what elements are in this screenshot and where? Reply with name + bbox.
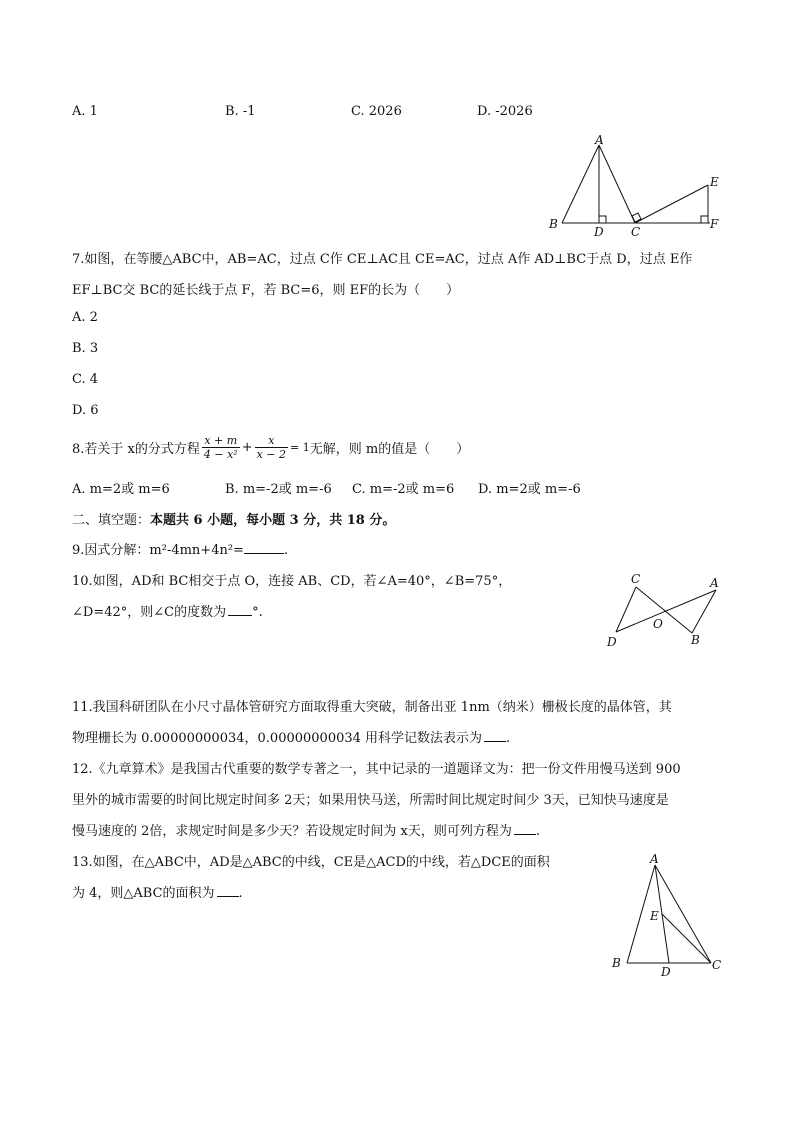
q6-option-d: D. -2026 (477, 104, 533, 119)
q9-stem: 9.因式分解：m²-4mn+4n²= . (72, 543, 289, 558)
line-ec (662, 914, 711, 963)
q10-figure (600, 570, 730, 652)
label-a: A (595, 133, 604, 147)
q7-option-b: B. 3 (72, 341, 99, 356)
q8-prefix: 8.若关于 x的分式方程 (72, 441, 200, 457)
q6-option-b: B. -1 (225, 104, 256, 119)
label-c: C (712, 958, 722, 972)
label-a: A (650, 852, 659, 866)
q11-stem-line1: 11.我国科研团队在小尺寸晶体管研究方面取得重大突破，制备出亚 1nm（纳米）栅极长度的晶体管，其 (72, 700, 672, 715)
q10-stem-line1: 10.如图，AD和 BC相交于点 O，连接 AB、CD，若∠A=40°，∠B=75°， (72, 574, 512, 589)
label-o: O (653, 617, 663, 631)
q11-answer-blank[interactable] (484, 729, 506, 742)
q7-figure (540, 132, 730, 242)
line-ac (599, 145, 635, 223)
right-angle-d (599, 216, 606, 223)
label-b: B (549, 217, 558, 231)
q10-stem-line2: ∠D=42°，则∠C的度数为 °. (72, 605, 263, 620)
label-b: B (612, 956, 621, 970)
q6-option-a: A. 1 (72, 104, 98, 119)
q12-stem-line3: 慢马速度的 2倍，求规定时间是多少天？若设规定时间为 x天，则可列方程为 . (72, 824, 541, 839)
label-c: C (631, 572, 641, 586)
q10-answer-blank[interactable] (228, 603, 252, 616)
q8-stem: 8.若关于 x的分式方程 $\frac{x + m}{\text{4 − x²}}$ + $\frac{x}{x - 2}$ = 1 无解，则 m的值是（ ） (72, 433, 470, 461)
line-ab (692, 590, 716, 633)
q8-fraction-2: $\frac{x}{x - 2}$ (256, 433, 287, 461)
label-c: C (631, 225, 641, 239)
q7-stem-line2: EF⊥BC交 BC的延长线于点 F，若 BC=6，则 EF的长为（ ） (72, 283, 460, 298)
q11-stem-line2: 物理栅长为 0.00000000034，0.00000000034 用科学记数法表示为 . (72, 731, 511, 746)
q7-option-c: C. 4 (72, 372, 99, 387)
q6-option-c: C. 2026 (351, 104, 402, 119)
q7-option-d: D. 6 (72, 403, 99, 418)
q12-stem-line2: 里外的城市需要的时间比规定时间多 2天；如果用快马送，所需时间比规定时间少 3天，已知快马速度是 (72, 793, 669, 808)
label-b: B (691, 633, 700, 647)
label-a: A (710, 576, 719, 590)
line-ab (562, 145, 599, 223)
line-ac (655, 865, 711, 963)
section-heading: 二、填空题：本题共 6 小题，每小题 3 分，共 18 分。 (72, 513, 396, 528)
line-cb (636, 587, 692, 633)
label-e: E (710, 175, 719, 189)
q8-suffix: 无解，则 m的值是（ ） (309, 441, 470, 457)
q8-option-a: A. m=2或 m=6 (72, 482, 170, 497)
label-f: F (710, 217, 719, 231)
label-e: E (650, 909, 659, 923)
label-d: D (661, 965, 671, 979)
q12-stem-line1: 12.《九章算术》是我国古代重要的数学专著之一，其中记录的一道题译文为：把一份文件用慢马送到 900 (72, 762, 681, 777)
right-angle-f (701, 216, 708, 223)
label-d: D (607, 635, 617, 649)
q7-option-a: A. 2 (72, 310, 98, 325)
q13-answer-blank[interactable] (217, 884, 239, 897)
q8-option-d: D. m=2或 m=-6 (478, 482, 581, 497)
q8-option-c: C. m=-2或 m=6 (352, 482, 455, 497)
q13-figure (604, 848, 734, 988)
q8-option-b: B. m=-2或 m=-6 (225, 482, 332, 497)
q12-answer-blank[interactable] (514, 822, 536, 835)
q9-answer-blank[interactable] (244, 541, 284, 554)
q8-fraction-1: $\frac{x + m}{\text{4 − x²}}$ (203, 433, 238, 461)
label-d: D (594, 225, 604, 239)
q13-stem-line2: 为 4，则△ABC的面积为 . (72, 886, 243, 901)
line-ce (635, 185, 708, 223)
q7-stem-line1: 7.如图，在等腰△ABC中，AB=AC，过点 C作 CE⊥AC且 CE=AC，过点 A作 AD⊥BC于点 D，过点 E作 (72, 252, 693, 267)
q13-stem-line1: 13.如图，在△ABC中，AD是△ABC的中线，CE是△ACD的中线，若△DCE的面积 (72, 855, 550, 870)
